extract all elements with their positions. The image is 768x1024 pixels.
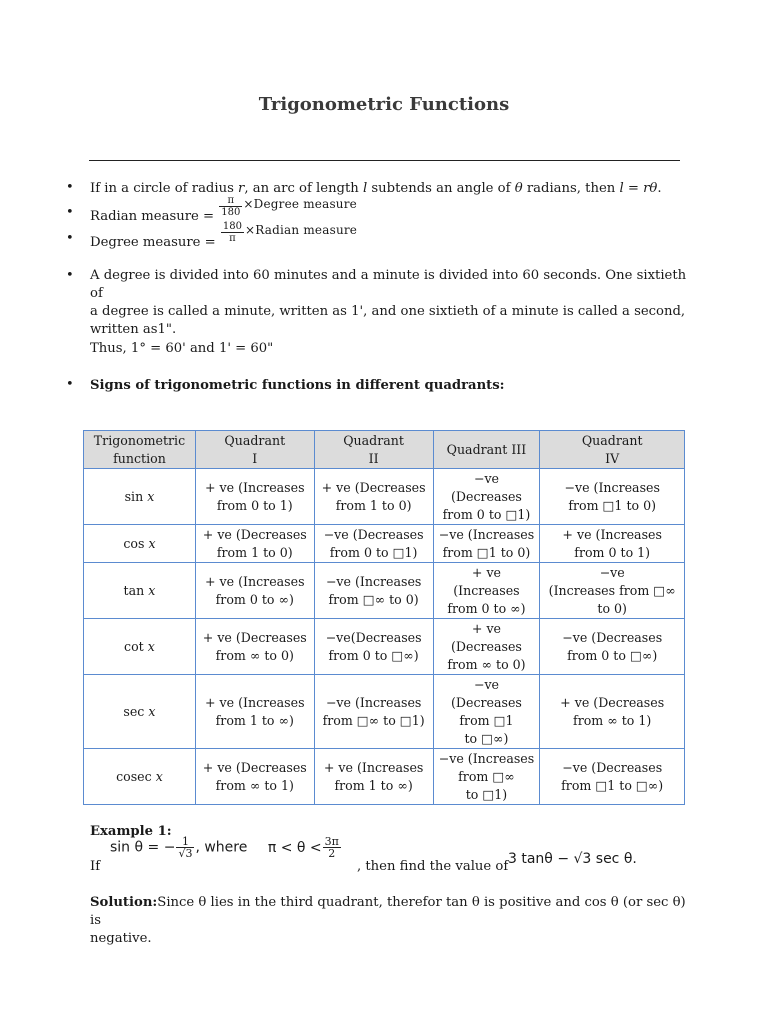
bullet-degree-measure: Degree measure = $\frac{180}{\pi}$ ×Radian measure xyxy=(90,221,358,250)
function-name-cell: cos x xyxy=(84,525,196,563)
example-label: Example 1: xyxy=(90,824,172,839)
quadrant-3-cell: + ve (Increases from 0 to ∞) xyxy=(433,563,540,619)
bullet-radian-measure: Radian measure = $\frac{\pi}{180}$ ×Degree measure xyxy=(90,195,357,224)
quadrant-4-cell: −ve (Increases from □1 to 0) xyxy=(540,469,685,525)
quadrant-4-cell: −ve (Decreases from 0 to □∞) xyxy=(540,619,685,675)
quadrant-1-cell: + ve (Decreases from ∞ to 0) xyxy=(195,619,314,675)
quadrant-3-cell: −ve (Decreases from □1 to □∞) xyxy=(433,675,540,749)
table-row xyxy=(84,749,685,805)
quadrant-4-cell: + ve (Increases from 0 to 1) xyxy=(540,525,685,563)
quadrant-2-cell: −ve (Increases from □∞ to □1) xyxy=(314,675,433,749)
page-title: Trigonometric Functions xyxy=(258,94,510,115)
function-name-cell: tan x xyxy=(84,563,196,619)
degree-fraction: $\frac{180}{\pi}$ xyxy=(222,221,243,244)
example-expression: 3 tanθ − √3 sec θ. xyxy=(508,851,637,867)
quadrant-3-cell: −ve (Increases from □1 to 0) xyxy=(433,525,540,563)
example-if: If xyxy=(90,859,101,874)
example-equation: sin θ = − $\frac{1}{√3}$ , where π < θ < $\frac{3\pi}{2}$ xyxy=(110,835,339,860)
quadrant-1-cell: + ve (Decreases from ∞ to 1) xyxy=(195,749,314,805)
quadrant-3-cell: −ve (Increases from □∞ to □1) xyxy=(433,749,540,805)
quadrant-2-cell: + ve (Decreases from 1 to 0) xyxy=(314,469,433,525)
header-quadrant-2: Quadrant II xyxy=(314,431,433,469)
solution-text: Solution:Since θ lies in the third quadrant, therefor tan θ is positive and cos θ (or sec θ) is negative. xyxy=(90,895,686,946)
table-header-row xyxy=(84,431,685,469)
title-divider xyxy=(89,160,680,161)
bullet-arc-length: If in a circle of radius r, an arc of length l subtends an angle of θ radians, then l = rθ. xyxy=(90,181,662,196)
quadrant-4-cell: −ve (Increases from □∞ to 0) xyxy=(540,563,685,619)
signs-heading: Signs of trigonometric functions in different quadrants: xyxy=(90,378,505,393)
quadrant-1-cell: + ve (Increases from 0 to 1) xyxy=(195,469,314,525)
function-name-cell: sin x xyxy=(84,469,196,525)
table-row xyxy=(84,563,685,619)
quadrant-3-cell: −ve (Decreases from 0 to □1) xyxy=(433,469,540,525)
table-row xyxy=(84,619,685,675)
quadrant-2-cell: −ve(Decreases from 0 to □∞) xyxy=(314,619,433,675)
bullet-icon: • xyxy=(66,268,74,283)
bullet-icon: • xyxy=(66,180,74,195)
function-name-cell: cosec x xyxy=(84,749,196,805)
quadrant-1-cell: + ve (Decreases from 1 to 0) xyxy=(195,525,314,563)
header-quadrant-3: Quadrant III xyxy=(433,431,540,469)
bullet-icon: • xyxy=(66,377,74,392)
thus-statement: Thus, 1° = 60' and 1' = 60" xyxy=(90,341,274,356)
quadrant-1-cell: + ve (Increases from 1 to ∞) xyxy=(195,675,314,749)
function-name-cell: sec x xyxy=(84,675,196,749)
quadrant-1-cell: + ve (Increases from 0 to ∞) xyxy=(195,563,314,619)
quadrant-4-cell: + ve (Decreases from ∞ to 1) xyxy=(540,675,685,749)
header-quadrant-4: Quadrant IV xyxy=(540,431,685,469)
function-name-cell: cot x xyxy=(84,619,196,675)
bullet-degree-minutes: A degree is divided into 60 minutes and a minute is divided into 60 seconds. One sixtieth of a degree is called a minute, written as 1', and one sixtieth of a minute is called a second, written as1". xyxy=(90,268,687,337)
header-quadrant-1: Quadrant I xyxy=(195,431,314,469)
bullet-icon: • xyxy=(66,205,74,220)
quadrant-2-cell: + ve (Increases from 1 to ∞) xyxy=(314,749,433,805)
header-function: Trigonometric function xyxy=(84,431,196,469)
quadrant-2-cell: −ve (Increases from □∞ to 0) xyxy=(314,563,433,619)
quadrant-3-cell: + ve (Decreases from ∞ to 0) xyxy=(433,619,540,675)
table-row xyxy=(84,469,685,525)
table-row xyxy=(84,675,685,749)
quadrant-signs-table xyxy=(83,430,685,805)
example-then-text: , then find the value of xyxy=(357,859,509,874)
bullet-icon: • xyxy=(66,231,74,246)
radian-fraction: $\frac{\pi}{180}$ xyxy=(221,195,241,218)
quadrant-2-cell: −ve (Decreases from 0 to □1) xyxy=(314,525,433,563)
table-row xyxy=(84,525,685,563)
quadrant-4-cell: −ve (Decreases from □1 to □∞) xyxy=(540,749,685,805)
